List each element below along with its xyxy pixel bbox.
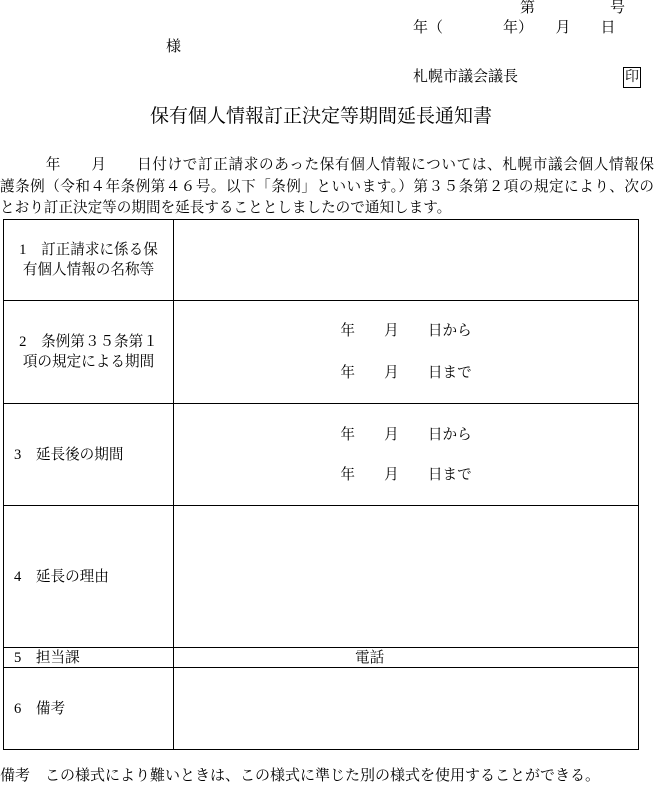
row-1-label-line-1: 1 訂正請求に係る保 <box>19 242 158 258</box>
row-5-label <box>4 648 174 668</box>
row-3-date-from: 年 月 日から <box>340 426 472 443</box>
document-number-line: 第 号 <box>520 0 626 16</box>
row-2-date-to: 年 月 日まで <box>340 365 472 381</box>
row-5-label-line-1: 5 担当課 <box>14 649 80 666</box>
sender-name: 札幌市議会議長 <box>413 69 519 85</box>
phone-label: 電話 <box>355 649 385 666</box>
row-2-label <box>4 301 174 404</box>
row-2-date-from: 年 月 日から <box>340 323 472 339</box>
row-4-label-line-1: 4 延長の理由 <box>14 568 109 585</box>
seal-box: 印 <box>623 67 641 88</box>
body-line-3: とおり訂正決定等の期間を延長することとしましたので通知します。 <box>0 200 452 216</box>
row-6-label-line-1: 6 備考 <box>14 700 66 717</box>
row-3-date-to: 年 月 日まで <box>340 466 472 483</box>
row-6-value <box>174 668 638 749</box>
row-2-label-line-2: 項の規定による期間 <box>22 354 155 370</box>
document-date-line: 年（ 年） 月 日 <box>413 20 616 36</box>
row-3-label <box>4 404 174 506</box>
row-3-label-line-1: 3 延長後の期間 <box>14 446 124 463</box>
row-2-label-line-1: 2 条例第３５条第１ <box>19 334 158 350</box>
row-5-value <box>174 648 638 668</box>
body-paragraph <box>0 155 654 220</box>
row-1-label-line-2: 有個人情報の名称等 <box>22 262 155 278</box>
addressee-suffix: 様 <box>166 39 182 55</box>
row-1-label <box>4 220 174 301</box>
document-title: 保有個人情報訂正決定等期間延長通知書 <box>149 106 492 127</box>
body-line-1: 年 月 日付けで訂正請求のあった保有個人情報については、札幌市議会個人情報保 <box>0 157 654 173</box>
row-4-value <box>174 506 638 648</box>
body-line-2: 護条例（令和４年条例第４６号。以下「条例」といいます。）第３５条第２項の規定により、次の <box>0 178 654 195</box>
row-3-value <box>174 404 638 506</box>
row-2-value <box>174 301 638 404</box>
row-6-label <box>4 668 174 749</box>
row-4-label <box>4 506 174 648</box>
footer-note: 備考 この様式により難いときは、この様式に準じた別の様式を使用することができる。 <box>0 768 601 784</box>
form-table <box>3 219 639 750</box>
row-1-value <box>174 220 638 301</box>
